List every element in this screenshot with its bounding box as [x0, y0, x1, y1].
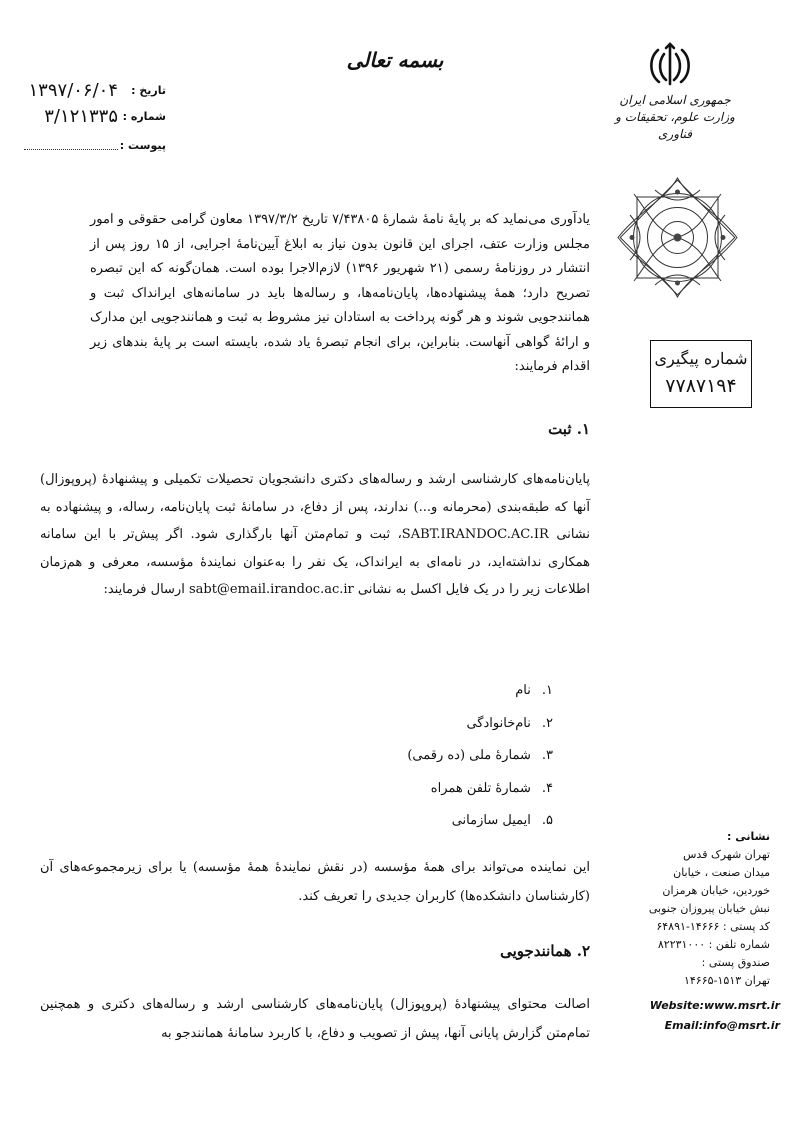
- list-item-text: شمارهٔ ملی (ده رقمی): [407, 748, 531, 763]
- list-item: [253, 679, 553, 712]
- registration-text-c: ارسال فرمایند:: [103, 582, 185, 597]
- number-value: ۳/۱۲۱۳۳۵: [44, 106, 118, 127]
- phone-number: شماره تلفن : ۸۲۲۳۱۰۰۰: [657, 938, 770, 951]
- list-item: [253, 744, 553, 777]
- sabt-url-link[interactable]: SABT.IRANDOC.AC.IR: [401, 527, 549, 542]
- iran-emblem-icon: [645, 40, 695, 90]
- list-item-number: ۱.: [541, 683, 553, 698]
- address-line: خوردین، خیابان هرمزان: [662, 884, 770, 897]
- number-label: شماره :: [122, 110, 166, 123]
- website-link[interactable]: Website:www.msrt.ir: [649, 999, 780, 1012]
- registration-text-b: ، ثبت و تمام‌متن آنها بارگذاری شود. اگر پیش‌تر با این سامانه همکاری نداشته‌اید، در نامه‌ای به ایرانداک، یک نفر را به‌عنوان نمایندهٔ مؤسسه، معرفی و هم‌زمان اطلاعات زیر را در یک فایل اکسل به نشانی: [40, 527, 590, 597]
- ministry-line2: وزارت علوم، تحقیقات و فناوری: [615, 110, 735, 141]
- ministry-title: [600, 92, 750, 143]
- plagiarism-paragraph: اصالت محتوای پیشنهادهٔ (پروپوزال) پایان‌نامه‌های کارشناسی ارشد و رساله‌های دکتری و همچنین تمام‌متن گزارش پایانی آنها، پیش از تصویب و دفاع، با کاربرد سامانهٔ همانندجو به: [40, 997, 590, 1041]
- list-item: [253, 809, 553, 842]
- attachment-label: پیوست :: [119, 139, 166, 152]
- islamic-ornament-icon: [610, 170, 745, 305]
- number-row: [16, 108, 166, 128]
- list-item-number: ۲.: [541, 715, 553, 731]
- list-item-text: ایمیل سازمانی: [451, 813, 531, 828]
- required-info-list: [253, 679, 553, 842]
- email-link[interactable]: Email:info@msrt.ir: [664, 1019, 780, 1032]
- postal-code: کد پستی : ۱۴۶۶۶-۶۴۸۹۱: [656, 920, 770, 933]
- address-block: [630, 828, 770, 990]
- list-item-number: ۴.: [541, 780, 553, 796]
- list-item-number: ۳.: [541, 748, 553, 763]
- list-item-text: نام: [515, 683, 531, 698]
- ministry-line1: جمهوری اسلامی ایران: [619, 93, 731, 107]
- sabt-email-link[interactable]: sabt@email.irandoc.ac.ir: [188, 582, 354, 597]
- address-line: نبش خیابان پیروزان جنوبی: [648, 902, 770, 915]
- date-value: ۱۳۹۷/۰۶/۰۴: [28, 80, 118, 101]
- tracking-label: شماره پیگیری: [654, 349, 748, 368]
- representative-note: این نماینده می‌تواند برای همهٔ مؤسسه (در نقش نمایندهٔ همهٔ مؤسسه) یا برای زیرمجموعه‌های آن (کارشناسان دانشکده‌ها) کاربران جدیدی را تعریف کند.: [40, 860, 590, 904]
- pobox-value: تهران ۱۵۱۳-۱۴۶۶۵: [683, 974, 770, 987]
- attachment-row: [16, 137, 166, 157]
- registration-text-a: پایان‌نامه‌های کارشناسی ارشد و رساله‌های دکتری دانشجویان تحصیلات تکمیلی و پیشنهادهٔ (پروپوزال) آنها که طبقه‌بندی (محرمانه و...) ندارند، پس از دفاع، در سامانهٔ ثبت پایان‌نامه، رساله، و پیشنهاده به نشانی: [40, 472, 590, 542]
- address-label: نشانی :: [727, 830, 770, 843]
- list-item-number: ۵.: [541, 813, 553, 828]
- tracking-number: ۷۷۸۷۱۹۴: [665, 375, 737, 397]
- list-item: [253, 712, 553, 745]
- address-line: میدان صنعت ، خیابان: [673, 866, 770, 879]
- list-item: [253, 777, 553, 810]
- address-line: تهران شهرک قدس: [683, 848, 770, 861]
- attachment-dotted-line: [24, 149, 118, 150]
- date-label: تاریخ :: [131, 84, 166, 97]
- section-heading-registration: ۱. ثبت: [548, 420, 590, 438]
- list-item-text: نام‌خانوادگی: [466, 715, 531, 731]
- section-heading-plagiarism-check: ۲. همانندجویی: [500, 942, 590, 960]
- tracking-number-box: [650, 340, 752, 408]
- bismillah-heading: بسمه تعالی: [346, 48, 444, 72]
- registration-paragraph: [40, 466, 590, 604]
- intro-paragraph: یادآوری می‌نماید که بر پایهٔ نامهٔ شمارهٔ ۷/۴۳۸۰۵ تاریخ ۱۳۹۷/۳/۲ معاون گرامی حقوقی و امور مجلس وزارت عتف، اجرای این قانون بدون نیاز به ابلاغ آیین‌نامهٔ اجرایی، از ۱۵ روز پس از انتشار در روزنامهٔ رسمی (۲۱ شهریور ۱۳۹۶) لازم‌الاجرا بوده است. همان‌گونه که این تبصره تصریح دارد؛ همهٔ پیشنهاده‌ها، پایان‌نامه‌ها، و رساله‌ها باید در سامانه‌های ایرانداک ثبت و همانندجویی شوند و هر گونه پرداخت به استادان نیز مشروط به ثبت و همانندجویی این مدارک و ارائهٔ گواهی آنهاست. بنابراین، برای انجام تبصرهٔ یاد شده، بایسته است بر پایهٔ بندهای زیر اقدام فرمایند:: [90, 212, 591, 374]
- list-item-text: شمارهٔ تلفن همراه: [430, 780, 531, 796]
- date-row: [16, 82, 166, 102]
- pobox-label: صندوق پستی :: [701, 956, 770, 969]
